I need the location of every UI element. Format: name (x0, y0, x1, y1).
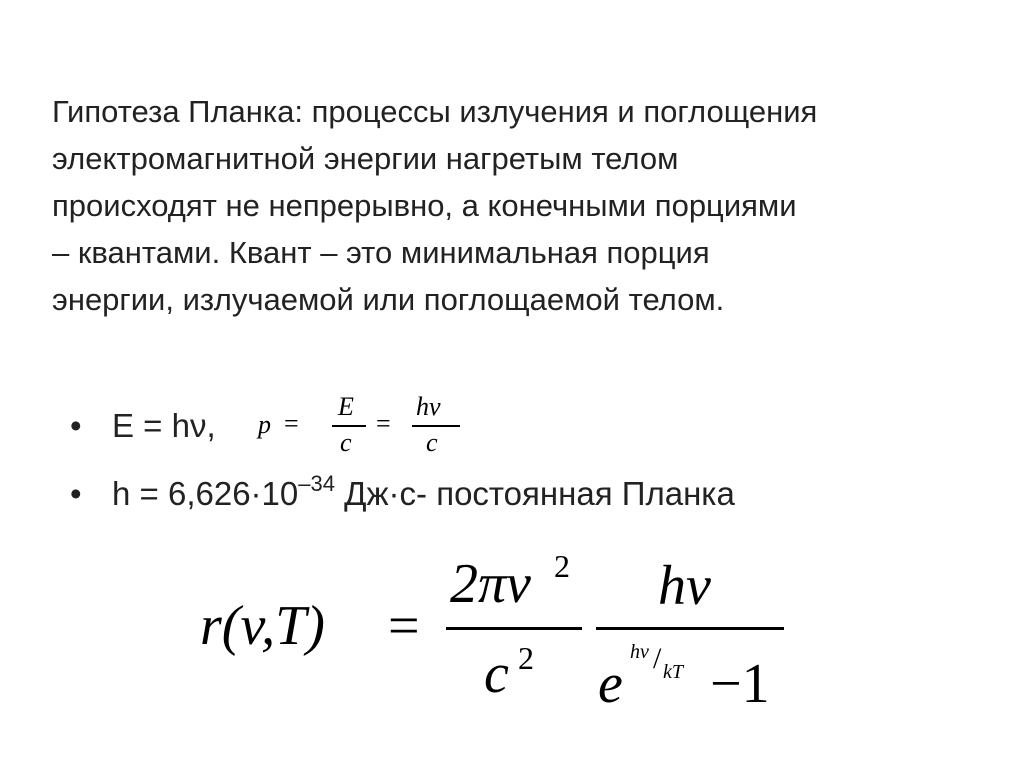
equals-sign: = (388, 595, 420, 657)
frac1-numerator-exponent: 2 (554, 548, 570, 584)
fraction-bar (596, 627, 784, 630)
frac1-denominator: c (484, 643, 509, 705)
paragraph-line-4: – квантами. Квант – это минимальная порция (52, 235, 710, 270)
hypothesis-paragraph (52, 88, 972, 323)
constant-value: h = 6,626·10 (112, 475, 299, 512)
frac1-denominator: c (340, 428, 352, 457)
equals-sign: = (284, 409, 299, 438)
paragraph-line-5: энергии, излучаемой или поглощаемой телом. (52, 282, 725, 317)
momentum-lhs: p (258, 410, 271, 439)
frac1-denominator-exponent: 2 (518, 640, 534, 676)
momentum-formula (258, 392, 468, 462)
frac2-numerator: hv (416, 392, 441, 421)
fraction-bar (446, 627, 582, 630)
frac2-denominator: c (426, 428, 438, 457)
bullet-planck-constant-text (112, 471, 735, 518)
frac2-denominator-tail: −1 (710, 653, 770, 715)
equals-sign: = (376, 409, 391, 438)
exponent-denominator: kT (663, 661, 683, 683)
exponent-numerator: hv (630, 641, 649, 663)
planck-formula (200, 548, 800, 718)
frac1-numerator: 2πv (450, 553, 531, 615)
fraction-bar (332, 425, 366, 427)
paragraph-line-2: электромагнитной энергии нагретым телом (52, 141, 679, 176)
paragraph-line-1: Гипотеза Планка: процессы излучения и поглощения (52, 94, 818, 129)
planck-lhs: r(v,T) (200, 595, 325, 657)
constant-description: Дж·с- постоянная Планка (334, 475, 735, 512)
frac1-numerator: E (338, 392, 354, 421)
fraction-bar (412, 425, 460, 427)
frac2-denominator-e: e (598, 653, 623, 715)
constant-exponent: –34 (298, 471, 335, 496)
bullet-marker: • (70, 407, 82, 444)
bullet-energy-text: E = hν, (112, 407, 216, 444)
exponent-slash: / (653, 642, 662, 675)
paragraph-line-3: происходят не непрерывно, а конечными порциями (52, 188, 797, 223)
frac2-numerator: hv (658, 555, 711, 617)
bullet-marker: • (70, 475, 82, 512)
